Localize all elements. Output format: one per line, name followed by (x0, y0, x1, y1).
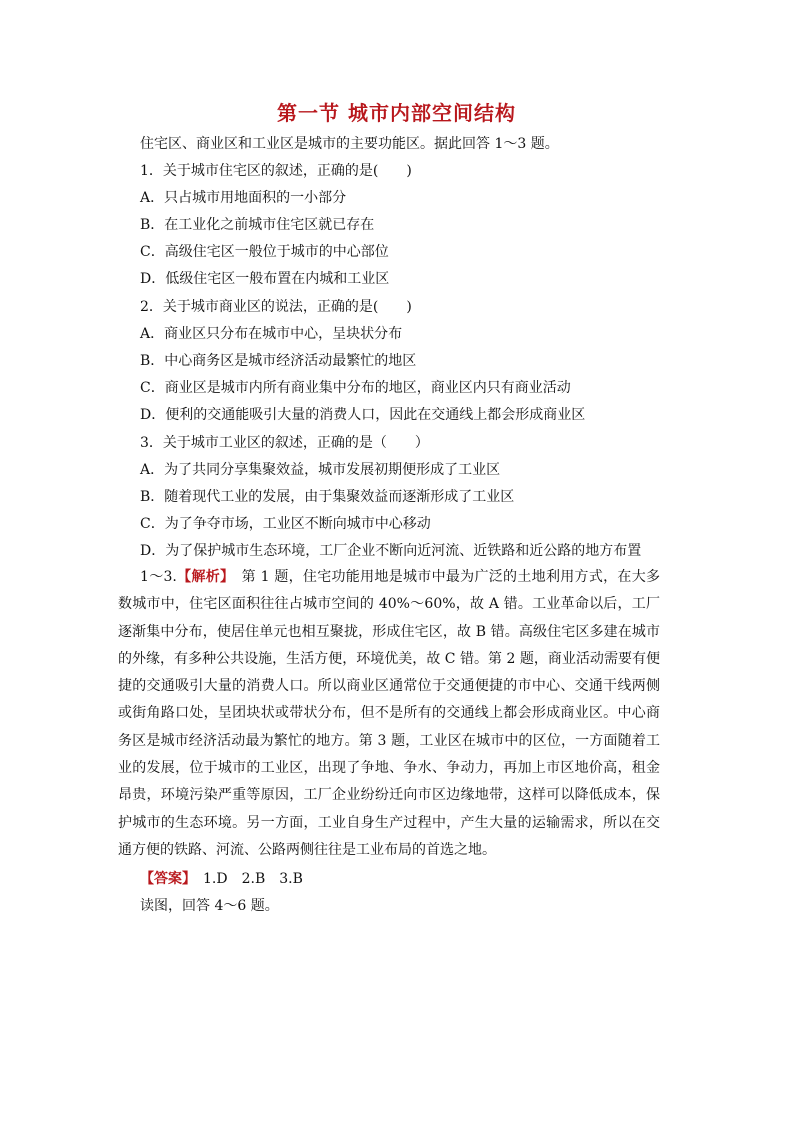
intro-text: 住宅区、商业区和工业区是城市的主要功能区。据此回答 1～3 题。 (140, 136, 559, 152)
question-2-stem: 2．关于城市商业区的说法，正确的是( ) (140, 299, 412, 315)
analysis-text: 第 1 题，住宅功能用地是城市中最为广泛的土地利用方式，在大多数城市中，住宅区面积往往占城市空间的 40%～60%，故 A 错。工业革命以后，工厂逐渐集中分布，使居住单元也相互聚拢，形成住宅区，故 B 错。高级住宅区多建在城市的外缘，有多种公共设施，生活方便，环境优美，故 C 错。第 2 题，商业活动需要有便捷的交通吸引大量的消费人口。所以商业区通常位于交通便捷的市中心、交通干线两侧或街角路口处，呈团块状或带状分布，但不是所有的交通线上都会形成商业区。中心商务区是城市经济活动最为繁忙的地方。第 3 题，工业区在城市中的区位，一方面随着工业的发展，位于城市的工业区，出现了争地、争水、争动力，再加上市区地价高，租金昂贵，环境污染严重等原因，工厂企业纷纷迁向市区边缘地带，这样可以降低成本，保护城市的生态环境。另一方面，工业自身生产过程中，产生大量的运输需求，所以在交通方便的铁路、河流、公路两侧往往是工业布局的首选之地。 (118, 569, 661, 858)
question-3-option-d: D．为了保护城市生态环境，工厂企业不断向近河流、近铁路和近公路的地方布置 (140, 543, 642, 559)
answer-line (140, 870, 303, 888)
question-2-option-d: D．便利的交通能吸引大量的消费人口，因此在交通线上都会形成商业区 (140, 407, 586, 423)
question-1-option-c: C．高级住宅区一般位于城市的中心部位 (140, 244, 389, 260)
answer-text: 1.D 2.B 3.B (189, 871, 303, 887)
question-3-option-c: C．为了争夺市场，工业区不断向城市中心移动 (140, 516, 431, 532)
answer-tag: 【答案】 (140, 871, 189, 887)
question-3-option-a: A．为了共同分享集聚效益，城市发展初期便形成了工业区 (140, 462, 501, 478)
question-3-stem: 3．关于城市工业区的叙述，正确的是（ ） (140, 435, 429, 451)
analysis-prefix: 1～3. (140, 569, 177, 585)
question-1-option-d: D．低级住宅区一般布置在内城和工业区 (140, 271, 390, 287)
analysis-paragraph (118, 564, 660, 864)
page-title: 第一节 城市内部空间结构 (277, 101, 516, 125)
question-1-stem: 1．关于城市住宅区的叙述，正确的是( ) (140, 163, 412, 179)
analysis-tag: 【解析】 (176, 569, 228, 585)
next-question-prompt: 读图，回答 4～6 题。 (140, 898, 279, 914)
question-2-option-b: B．中心商务区是城市经济活动最繁忙的地区 (140, 353, 417, 369)
question-2-option-a: A．商业区只分布在城市中心，呈块状分布 (140, 326, 403, 342)
question-2-option-c: C．商业区是城市内所有商业集中分布的地区，商业区内只有商业活动 (140, 380, 571, 396)
question-3-option-b: B．随着现代工业的发展，由于集聚效益而逐渐形成了工业区 (140, 489, 515, 505)
question-1-option-b: B．在工业化之前城市住宅区就已存在 (140, 217, 375, 233)
question-1-option-a: A．只占城市用地面积的一小部分 (140, 190, 347, 206)
